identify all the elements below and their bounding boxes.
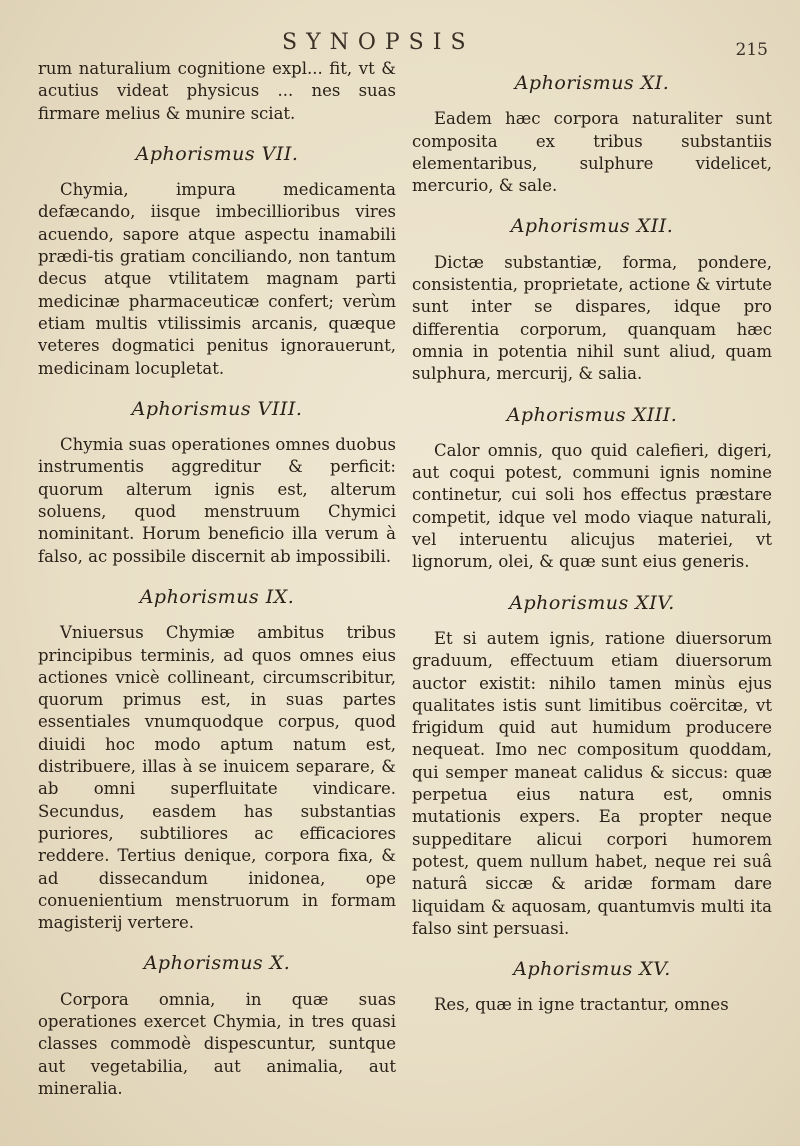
aphorism-heading: Aphorismus XIII.	[506, 403, 678, 426]
aphorism-heading: Aphorismus XIV.	[509, 591, 675, 614]
aphorism-heading: Aphorismus IX.	[139, 585, 295, 608]
aphorism-text: Chymia suas operationes omnes duobus instrumentis aggreditur & perficit: quorum alterum ignis est, alterum soluens, quod menstruum Chymici nominitant. Horum beneficio illa verum à falso, ac possibile discernit ab impossibili.	[38, 435, 396, 566]
aphorism-heading: Aphorismus XII.	[510, 215, 674, 238]
aphorism-heading: Aphorismus XV.	[513, 958, 671, 981]
aphorism-text: Corpora omnia, in quæ suas operationes exercet Chymia, in tres quasi classes commodè dispescuntur, suntque aut vegetabilia, aut animalia, aut mineralia.	[38, 989, 396, 1098]
aphorism-text: Eadem hæc corpora naturaliter sunt composita ex tribus substantiis elementaribus, sulphure videlicet, mercurio, & sale.	[412, 109, 772, 196]
aphorism-text: Calor omnis, quo quid calefieri, digeri, aut coqui potest, communi ignis nomine continetur, cui soli hos effectus præstare competit, idque vel modo viaque naturali, vel interuentu alicujus materiei, vt lignorum, olei, & quæ sunt eius generis.	[412, 440, 772, 572]
aphorism-text: Vniuersus Chymiæ ambitus tribus principibus terminis, ad quos omnes eius actiones vnicè collineant, circumscribitur, quorum primus est, in suas partes essentiales vnumquodque corpus, quod diuidi hoc modo aptum natum est, distribuere, illas à se inuicem separare, & ab omni superfluitate vindicare. Secundus, easdem has substantias puriores, subtiliores ac efficaciores reddere. Tertius denique, corpora fixa, & ad dissecandum inidonea, ope conuenientium menstruorum in formam magisterij vertere.	[38, 623, 396, 933]
aphorism-text: Dictæ substantiæ, forma, pondere, consistentia, proprietate, actione & virtute sunt inter se dispares, idque pro differentia corporum, quanquam hæc omnia in potentia nihil sunt aliud, quam sulphura, mercurij, & salia.	[412, 252, 772, 384]
aphorism-heading: Aphorismus X.	[143, 952, 291, 975]
aphorism-heading: Aphorismus VIII.	[131, 397, 303, 420]
aphorism-heading: Aphorismus XI.	[514, 72, 670, 94]
aphorism-text: Et si autem ignis, ratione diuersorum graduum, effectuum etiam diuersorum auctor existit: nihilo tamen minùs ejus qualitates istis sunt limitibus coërcitæ, vt frigidum quid aut humidum producere nequeat. Imo nec compositum quoddam, qui semper maneat calidus & siccus: quæ perpetua eius natura est, omnis mutationis expers. Ea propter neque suppeditare alicui corpori humorem potest, quem nullum habet, neque rei suâ naturâ siccæ & aridæ formam dare liquidam & aquosam, quantumvis multi ita falso sint persuasi.	[412, 628, 772, 938]
aphorism-text: Chymia, impura medicamenta defæcando, iisque imbecillioribus vires acuendo, sapore atque aspectu inamabili prædi-tis gratiam conciliando, non tantum decus atque vtilitatem magnam parti medicinæ pharmaceuticæ confert; verùm etiam multis vtilissimis arcanis, quæque veteres dogmatici penitus ignorauerunt, medicinam locupletat.	[38, 180, 396, 378]
running-head: SYNOPSIS	[282, 30, 475, 55]
catchword-text: Res, quæ in igne tractantur, omnes	[434, 995, 729, 1015]
intro-paragraph: rum naturalium cognitione expl... fit, vt & acutius videat physicus ... nes suas firmare melius & munire sciat.	[38, 59, 396, 123]
page-number: 215	[735, 40, 768, 60]
aphorism-heading: Aphorismus VII.	[135, 142, 299, 165]
right-column	[412, 72, 772, 1017]
left-column	[38, 58, 396, 1100]
